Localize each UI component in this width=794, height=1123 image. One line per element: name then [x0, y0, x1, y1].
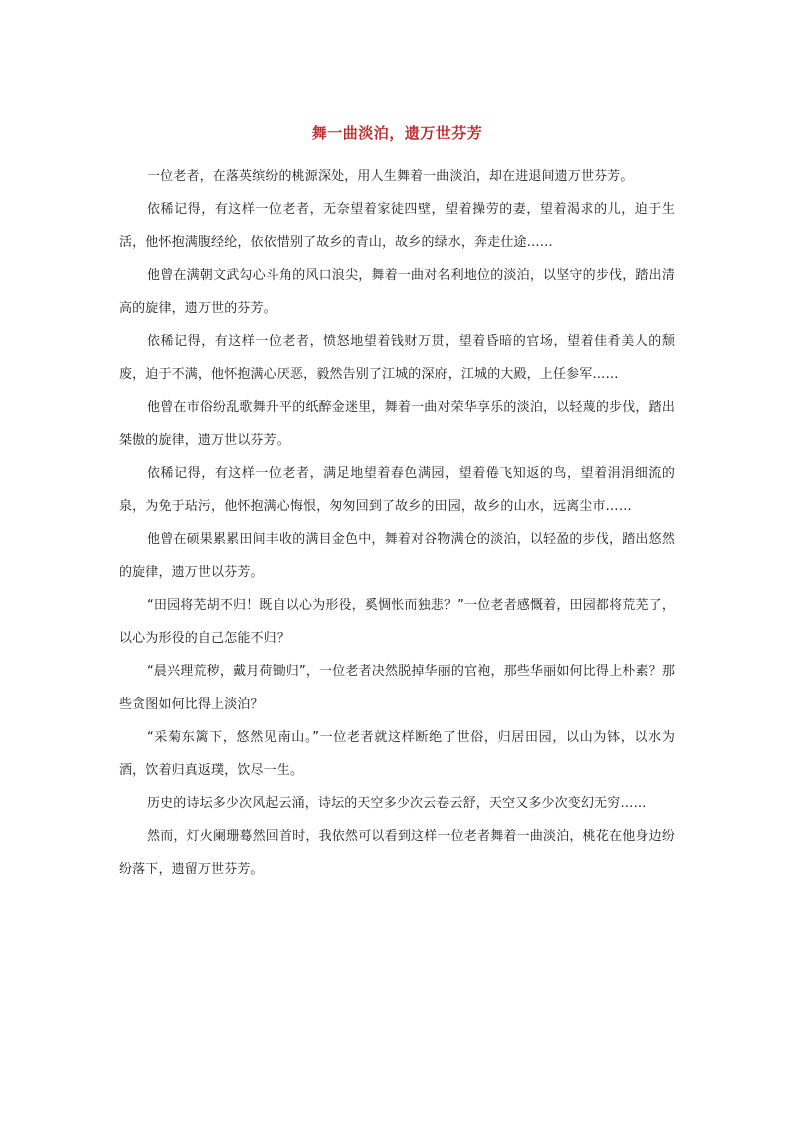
paragraph: 历史的诗坛多少次风起云涌，诗坛的天空多少次云卷云舒，天空又多少次变幻无穷……: [147, 796, 647, 811]
article-body: [119, 160, 675, 886]
paragraph: 他曾在市俗纷乱歌舞升平的纸醉金迷里，舞着一曲对荣华享乐的淡泊，以轻蔑的步伐，踏出桀傲的旋律，遗万世以芬芳。: [119, 400, 675, 448]
paragraph: 他曾在硕果累累田间丰收的满目金色中，舞着对谷物满仓的淡泊，以轻盈的步伐，踏出悠然的旋律，遗万世以芬芳。: [119, 532, 675, 580]
paragraph: 一位老者，在落英缤纷的桃源深处，用人生舞着一曲淡泊，却在进退间遗万世芬芳。: [147, 169, 634, 184]
paragraph: “晨兴理荒秽，戴月荷锄归”，一位老者决然脱掉华丽的官袍，那些华丽如何比得上朴素？那些贪图如何比得上淡泊？: [119, 664, 675, 712]
paragraph: 依稀记得，有这样一位老者，愤怒地望着钱财万贯，望着昏暗的官场，望着佳肴美人的颓废，迫于不满，他怀抱满心厌恶，毅然告别了江城的深府，江城的大殿，上任参军……: [119, 334, 675, 382]
paragraph: 然而，灯火阑珊蓦然回首时，我依然可以看到这样一位老者舞着一曲淡泊，桃花在他身边纷纷落下，遗留万世芬芳。: [119, 829, 675, 877]
paragraph: 依稀记得，有这样一位老者，满足地望着春色满园，望着倦飞知返的鸟，望着涓涓细流的泉，为免于玷污，他怀抱满心悔恨，匆匆回到了故乡的田园，故乡的山水，远离尘市……: [119, 466, 675, 514]
paragraph: “田园将芜胡不归！既自以心为形役，奚惆怅而独悲？”一位老者感慨着，田园都将荒芜了，以心为形役的自己怎能不归？: [119, 598, 675, 646]
article-title: 舞一曲淡泊，遗万世芬芳: [311, 124, 483, 142]
paragraph: 依稀记得，有这样一位老者，无奈望着家徒四壁，望着操劳的妻，望着渴求的儿，迫于生活，他怀抱满腹经纶，依依惜别了故乡的青山，故乡的绿水，奔走仕途……: [119, 202, 675, 250]
paragraph: 他曾在满朝文武勾心斗角的风口浪尖，舞着一曲对名利地位的淡泊，以坚守的步伐，踏出清高的旋律，遗万世的芬芳。: [119, 268, 675, 316]
article: [119, 121, 675, 886]
paragraph: “采菊东篱下，悠然见南山。”一位老者就这样断绝了世俗，归居田园，以山为钵，以水为酒，饮着归真返璞，饮尽一生。: [119, 730, 675, 778]
